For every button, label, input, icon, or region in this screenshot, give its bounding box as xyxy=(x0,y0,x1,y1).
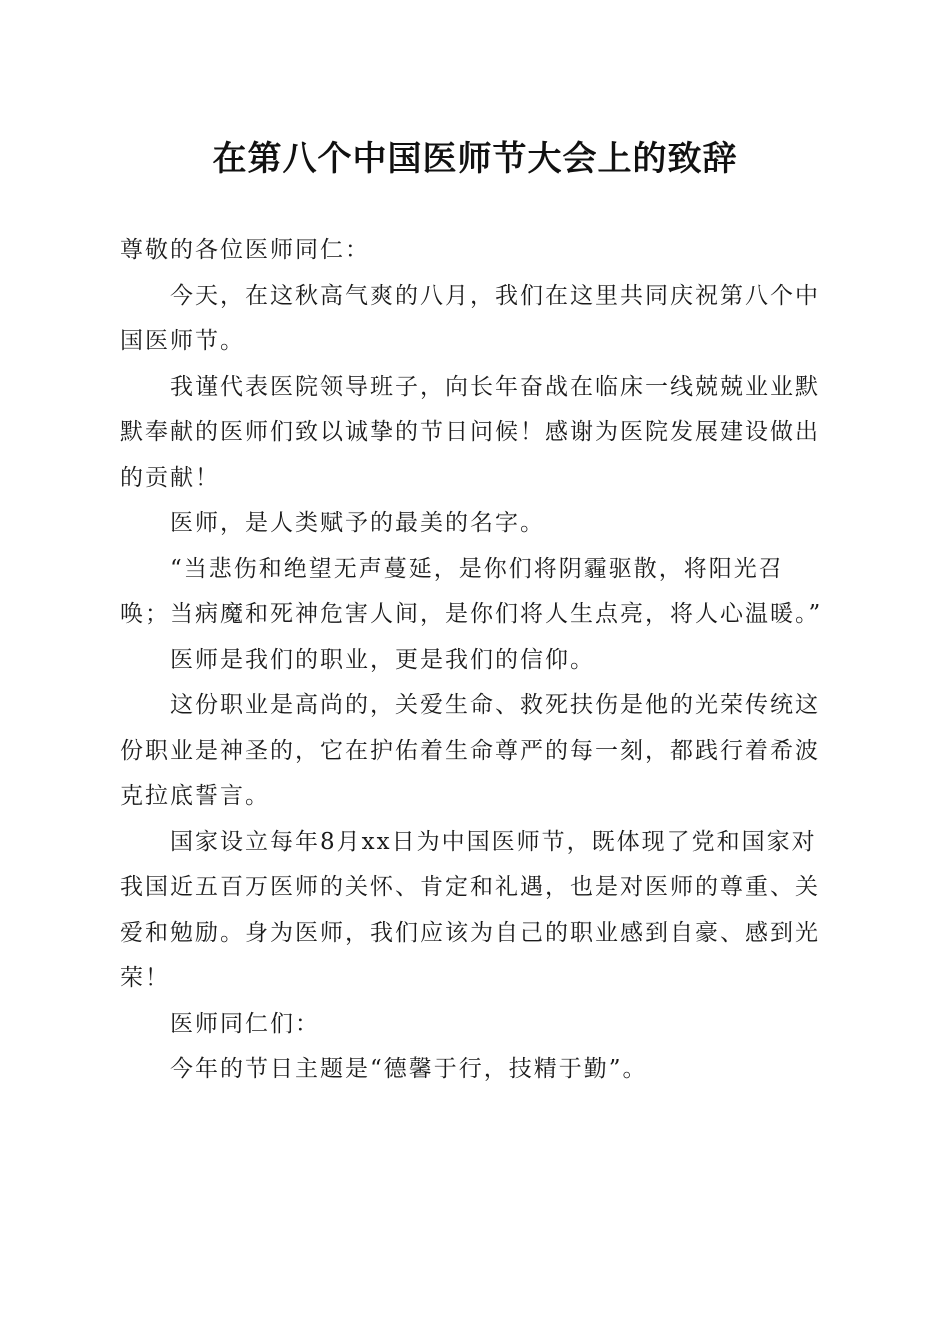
paragraph-7: 国家设立每年8月xx日为中国医师节，既体现了党和国家对我国近五百万医师的关怀、肯定和礼遇，也是对医师的尊重、关爱和勉励。身为医师，我们应该为自己的职业感到自豪、感到光荣！ xyxy=(120,828,820,991)
paragraph-5: 医师是我们的职业，更是我们的信仰。 xyxy=(170,646,595,673)
paragraph-1: 今天，在这秋高气爽的八月，我们在这里共同庆祝第八个中国医师节。 xyxy=(120,282,820,354)
paragraph-9: 今年的节日主题是“德馨于行，技精于勤”。 xyxy=(170,1056,648,1082)
document-title: 在第八个中国医师节大会上的致辞 xyxy=(212,139,738,179)
paragraph-6: 这份职业是高尚的，关爱生命、救死扶伤是他的光荣传统这份职业是神圣的，它在护佑着生命尊严的每一刻，都践行着希波克拉底誓言。 xyxy=(120,692,820,809)
paragraph-3: 医师，是人类赋予的最美的名字。 xyxy=(170,510,545,536)
document-body xyxy=(120,228,832,1093)
paragraph-2: 我谨代表医院领导班子，向长年奋战在临床一线兢兢业业默默奉献的医师们致以诚挚的节日问候！感谢为医院发展建设做出的贡献！ xyxy=(120,373,820,491)
salutation: 尊敬的各位医师同仁： xyxy=(120,237,370,263)
paragraph-4-quote: “当悲伤和绝望无声蔓延，是你们将阴霾驱散，将阳光召唤；当病魔和死神危害人间，是你们将人生点亮，将人心温暖。” xyxy=(120,555,823,627)
paragraph-8: 医师同仁们： xyxy=(170,1010,320,1037)
